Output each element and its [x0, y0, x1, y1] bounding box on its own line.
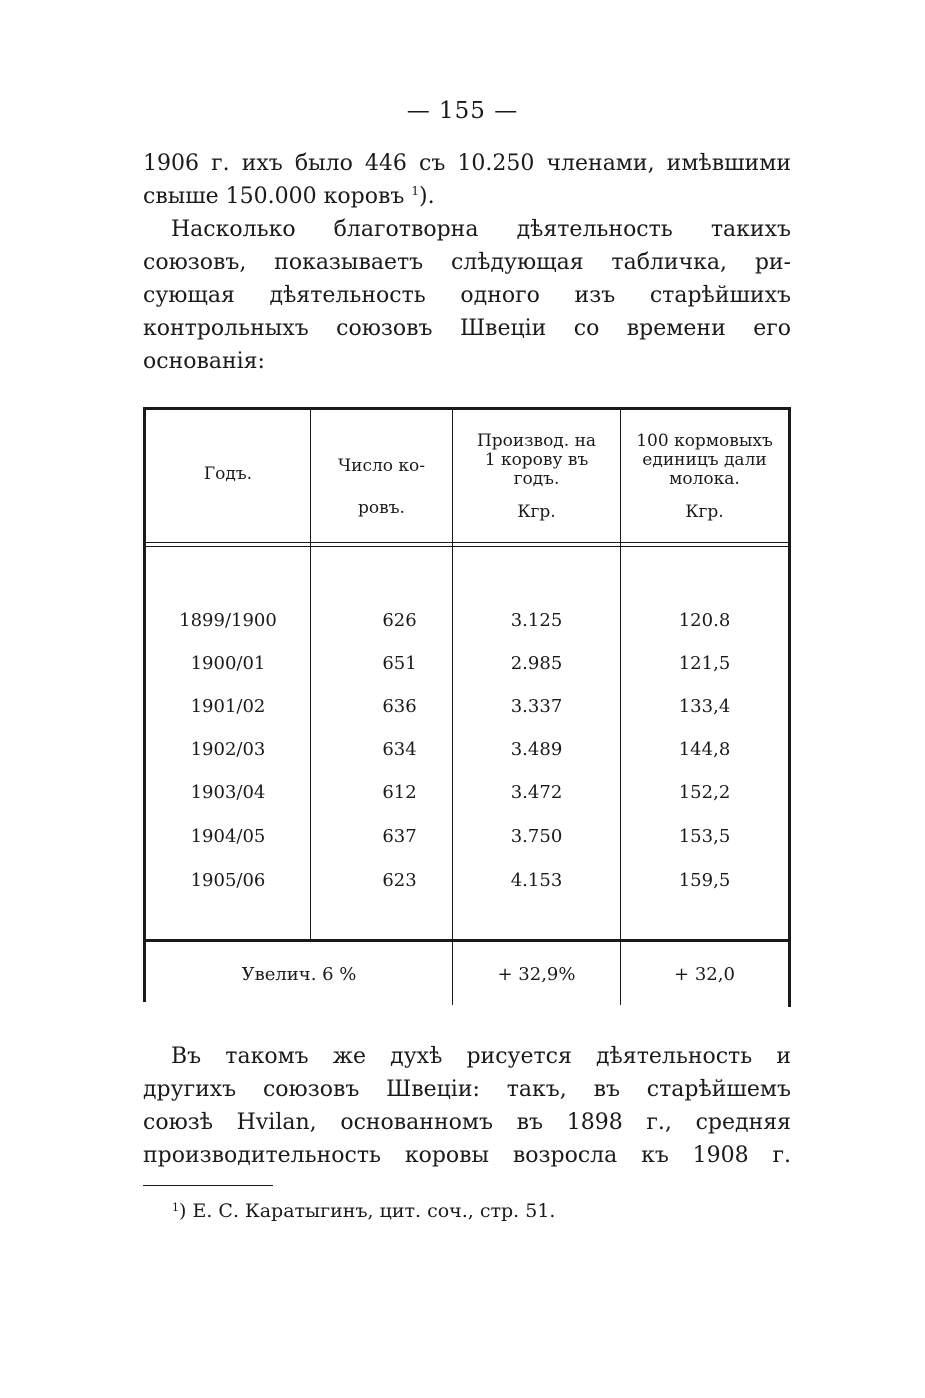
year-cell: 1901/02 — [190, 696, 266, 717]
summary-row — [143, 965, 791, 989]
production-cell: 3.750 — [510, 826, 563, 847]
paragraph-line: контрольныхъ союзовъ Швеціи со времени его — [143, 316, 791, 341]
paragraph-line: сующая дѣятельность одного изъ старѣйшихъ — [143, 283, 791, 308]
milk-cell: 159,5 — [678, 870, 731, 891]
header-year: Годъ. — [203, 464, 253, 484]
footnote-rule — [143, 1185, 273, 1186]
header-double-rule — [143, 542, 791, 543]
cows-cell: 626 — [382, 610, 417, 631]
cows-cell: 634 — [382, 739, 417, 760]
year-cell: 1905/06 — [190, 870, 266, 891]
milk-cell: 144,8 — [678, 739, 731, 760]
year-cell: 1904/05 — [190, 826, 266, 847]
cows-cell: 637 — [382, 826, 417, 847]
milk-cell: 121,5 — [678, 653, 731, 674]
paragraph-2 — [143, 213, 791, 378]
production-cell: 2.985 — [510, 653, 563, 674]
cows-cell: 623 — [382, 870, 417, 891]
production-cell: 4.153 — [510, 870, 563, 891]
milk-cell: 153,5 — [678, 826, 731, 847]
paragraph-line: другихъ союзовъ Швеціи: такъ, въ старѣйшемъ — [143, 1077, 791, 1102]
paragraph-line: Насколько благотворна дѣятельность такихъ — [171, 217, 791, 242]
production-cell: 3.337 — [510, 696, 563, 717]
footnote: $^1$) Е. С. Каратыгинъ, цит. соч., стр. 51. — [172, 1200, 556, 1222]
table-row — [143, 611, 791, 635]
milk-cell: 133,4 — [678, 696, 731, 717]
paragraph-3 — [143, 1040, 791, 1172]
statistics-table — [143, 407, 791, 1007]
table-top-rule — [143, 407, 791, 410]
paragraph-line: производительность коровы возросла къ 1908 г. — [143, 1143, 791, 1168]
increase-label: Увелич. 6 % — [241, 964, 357, 985]
milk-increase: + 32,0 — [674, 964, 735, 985]
paragraph-line: 1906 г. ихъ было 446 съ 10.250 членами, имѣвшими — [143, 151, 791, 176]
paragraph-line: свыше 150.000 коровъ $^1$). — [143, 184, 435, 209]
paragraph-line: союзовъ, показываетъ слѣдующая табличка, ри- — [143, 250, 791, 275]
production-cell: 3.125 — [510, 610, 563, 631]
paragraph-1 — [143, 147, 791, 213]
paragraph-line: союзѣ Hvilan, основанномъ въ 1898 г., средняя — [143, 1110, 791, 1135]
year-cell: 1899/1900 — [179, 610, 277, 631]
milk-cell: 120.8 — [678, 610, 731, 631]
summary-rule — [143, 939, 791, 942]
year-cell: 1903/04 — [190, 782, 266, 803]
cows-cell: 612 — [382, 782, 417, 803]
table-row — [143, 871, 791, 895]
production-cell: 3.489 — [510, 739, 563, 760]
header-production: Производ. на 1 корову въ годъ. Кгр. — [476, 431, 597, 522]
production-cell: 3.472 — [510, 782, 563, 803]
table-row — [143, 740, 791, 764]
header-cows: Число ко- ровъ. — [337, 456, 426, 518]
header-double-rule — [143, 546, 791, 547]
paragraph-line: основанія: — [143, 349, 265, 374]
footnote-mark: 1 — [172, 1201, 179, 1214]
table-row — [143, 827, 791, 851]
milk-cell: 152,2 — [678, 782, 731, 803]
table-row — [143, 654, 791, 678]
page-number: — 155 — — [406, 98, 519, 124]
year-cell: 1900/01 — [190, 653, 266, 674]
cows-cell: 636 — [382, 696, 417, 717]
header-milk-yield: 100 кормовыхъ единицъ дали молока. Кгр. — [636, 431, 773, 522]
year-cell: 1902/03 — [190, 739, 266, 760]
footnote-reference: 1 — [411, 184, 419, 198]
production-increase: + 32,9% — [497, 964, 576, 985]
paragraph-line: Въ такомъ же духѣ рисуется дѣятельность и — [171, 1044, 791, 1069]
table-row — [143, 783, 791, 807]
cows-cell: 651 — [382, 653, 417, 674]
table-row — [143, 697, 791, 721]
